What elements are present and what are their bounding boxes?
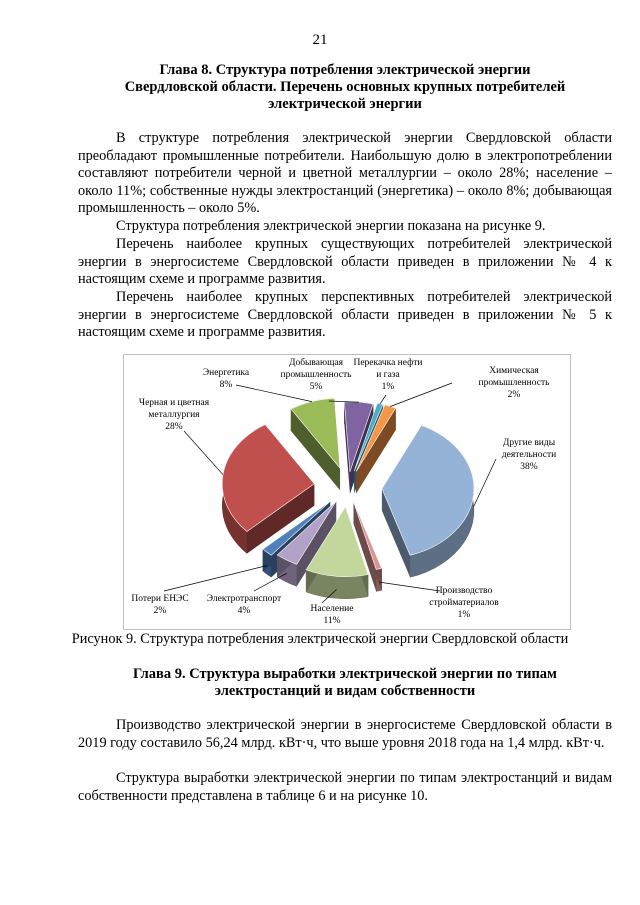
pie-leader-line xyxy=(236,385,312,402)
pie-leader-line xyxy=(474,459,496,507)
pie-data-label: Добывающая промышленность 5% xyxy=(280,358,352,392)
pie-data-label: Другие виды деятельности 38% xyxy=(501,438,557,472)
chapter-9-paragraph-1: Производство электрической энергии в энергосистеме Свердловской области в 2019 году составило 56,24 млрд. кВт·ч, что выше уровня 2018 года на 1,4 млрд. кВт·ч. xyxy=(78,717,612,751)
pie-data-label: Химическая промышленность 2% xyxy=(478,366,550,400)
pie-data-label: Население 11% xyxy=(310,604,354,626)
pie-data-label: Энергетика 8% xyxy=(202,368,250,390)
figure-9-chart xyxy=(123,354,571,630)
page-number: 21 xyxy=(312,32,328,48)
figure-9-caption: Рисунок 9. Структура потребления электрической энергии Свердловской области xyxy=(71,631,569,647)
chapter-8-title-line: Глава 8. Структура потребления электрической энергии xyxy=(159,62,531,78)
pie-leader-line xyxy=(164,566,267,592)
chapter-8-paragraph-1: В структуре потребления электрической энергии Свердловской области преобладают промышленные потребители. Наибольшую долю в электропотреблении составляют потребители черной и цветной металлургии – около 28%; население – около 11%; собственные нужды электростанций (энергетика) – около 8%; добывающая промышленность – около 5%. xyxy=(78,130,612,217)
pie-data-label: Перекачка нефти и газа 1% xyxy=(353,358,423,392)
chapter-8-paragraph-3: Перечень наиболее крупных существующих потребителей электрической энергии в энергосистеме Свердловской области приведен в приложении № 4 к настоящим схеме и программе развития. xyxy=(78,236,612,288)
pie-leader-line xyxy=(184,431,223,475)
pie-data-label: Производство стройматериалов 1% xyxy=(429,586,499,620)
chapter-9-title xyxy=(78,666,612,700)
pie-data-label: Черная и цветная металлургия 28% xyxy=(138,398,210,432)
pie-leader-line xyxy=(380,395,386,404)
chapter-9-title-line: Глава 9. Структура выработки электрической энергии по типам xyxy=(133,666,557,682)
chapter-9-title-line: электростанций и видам собственности xyxy=(214,683,476,699)
chapter-9-paragraph-2: Структура выработки электрической энергии по типам электростанций и видам собственности представлена в таблице 6 и на рисунке 10. xyxy=(78,770,612,804)
pie-data-label: Электротранспорт 4% xyxy=(206,594,282,616)
chapter-8-title xyxy=(78,62,612,113)
pie-leader-line xyxy=(390,383,452,407)
chapter-8-paragraph-4: Перечень наиболее крупных перспективных потребителей электрической энергии в энергосистеме Свердловской области приведен в приложении № 5 к настоящим схеме и программе развития. xyxy=(78,289,612,341)
chapter-8-title-line: электрической энергии xyxy=(268,96,422,112)
pie-chart-svg xyxy=(124,355,570,629)
chapter-8-paragraph-2: Структура потребления электрической энергии показана на рисунке 9. xyxy=(116,218,546,234)
pie-data-label: Потери ЕНЭС 2% xyxy=(131,594,189,616)
pie-leader-line xyxy=(379,582,440,591)
chapter-8-title-line: Свердловской области. Перечень основных крупных потребителей xyxy=(124,79,566,95)
